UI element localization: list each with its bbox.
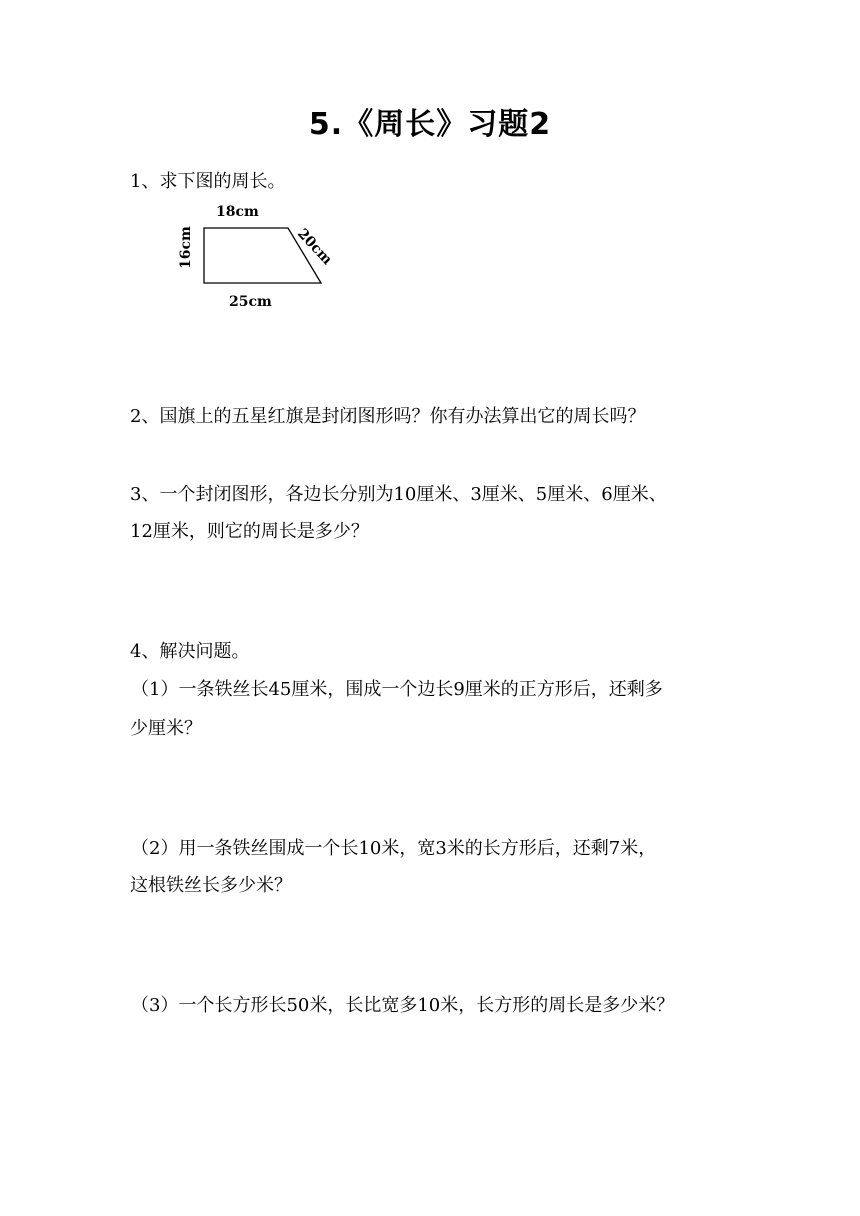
question-4-part-1-line-1: （1）一条铁丝长45厘米，围成一个边长9厘米的正方形后，还剩多 — [131, 679, 663, 700]
question-4-part-2-line-1: （2）用一条铁丝围成一个长10米，宽3米的长方形后，还剩7米， — [131, 838, 657, 859]
question-1-text: 1、求下图的周长。 — [130, 171, 286, 192]
label-left-16cm: 16cm — [178, 226, 194, 269]
question-3-line-1: 3、一个封闭图形，各边长分别为10厘米、3厘米、5厘米、6厘米、 — [130, 484, 667, 505]
page-title: 5.《周长》习题2 — [308, 107, 552, 142]
trapezoid-figure — [170, 198, 350, 318]
question-4-part-3-line-1: （3）一个长方形长50米，长比宽多10米，长方形的周长是多少米？ — [131, 995, 675, 1016]
question-4-part-2-line-2: 这根铁丝长多少米？ — [130, 875, 292, 896]
label-slant-20cm: 20cm — [294, 225, 335, 269]
question-4-part-1-line-2: 少厘米？ — [130, 718, 202, 739]
question-2-text: 2、国旗上的五星红旗是封闭图形吗？你有办法算出它的周长吗？ — [130, 406, 646, 427]
question-3-line-2: 12厘米，则它的周长是多少？ — [130, 521, 369, 542]
label-top-18cm: 18cm — [216, 204, 259, 220]
label-bottom-25cm: 25cm — [229, 294, 272, 310]
question-4-heading: 4、解决问题。 — [130, 641, 250, 662]
trapezoid-diagram — [170, 198, 350, 318]
